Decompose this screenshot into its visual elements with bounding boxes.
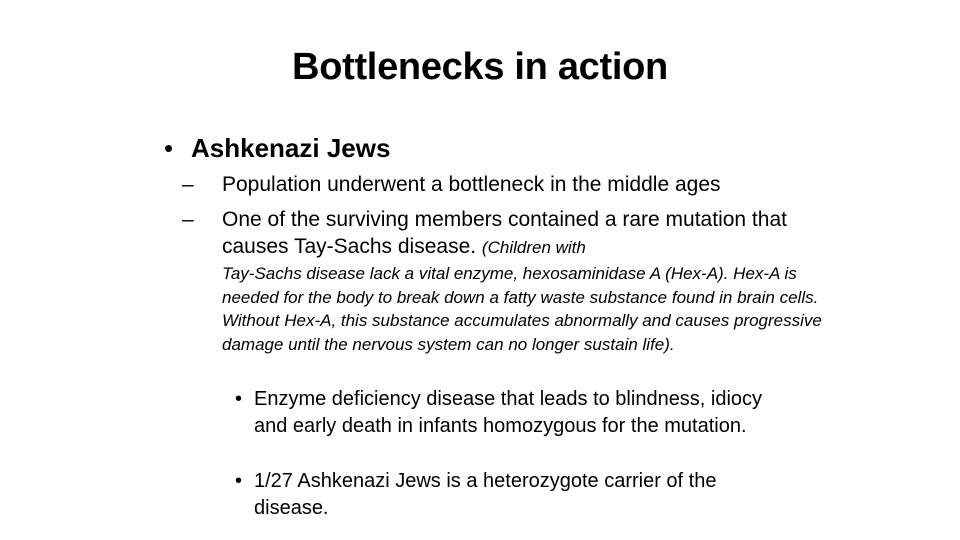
dash-marker: – (182, 173, 194, 196)
bullet-marker: • (235, 388, 243, 410)
sub-sub-bullet-text: Enzyme deficiency disease that leads to blindness, idiocy and early death in infants homozygous for the mutation. (254, 388, 763, 437)
tay-sachs-note: Tay-Sachs disease lack a vital enzyme, hexosaminidase A (Hex-A). Hex-A is needed for the body to break down a fatty waste substance found in brain cells. Without Hex-A, this substance accumulates abnormally and causes progressive damage until the nervous system can no longer sustain life). (222, 264, 822, 354)
bullet-ashkenazi-jews (164, 131, 390, 165)
bullet-marker: • (164, 133, 174, 163)
sub-bullet-population (182, 171, 822, 198)
sub-sub-bullet-text: 1/27 Ashkenazi Jews is a heterozygote carrier of the disease. (254, 470, 717, 519)
note-start: (Children with (481, 238, 586, 257)
sub-bullet-text: One of the surviving members contained a rare mutation that causes Tay-Sachs disease. (222, 208, 787, 258)
sub-sub-bullet-enzyme (235, 386, 795, 440)
bullet-marker: • (235, 470, 243, 492)
sub-bullet-text: Population underwent a bottleneck in the middle ages (222, 173, 721, 196)
sub-sub-bullet-carrier (235, 468, 795, 522)
bullet-text: Ashkenazi Jews (191, 133, 391, 163)
sub-bullet-text-wrapper (222, 206, 822, 261)
sub-bullet-mutation (182, 206, 822, 261)
slide-title: Bottlenecks in action (292, 46, 668, 88)
dash-marker: – (182, 208, 194, 231)
